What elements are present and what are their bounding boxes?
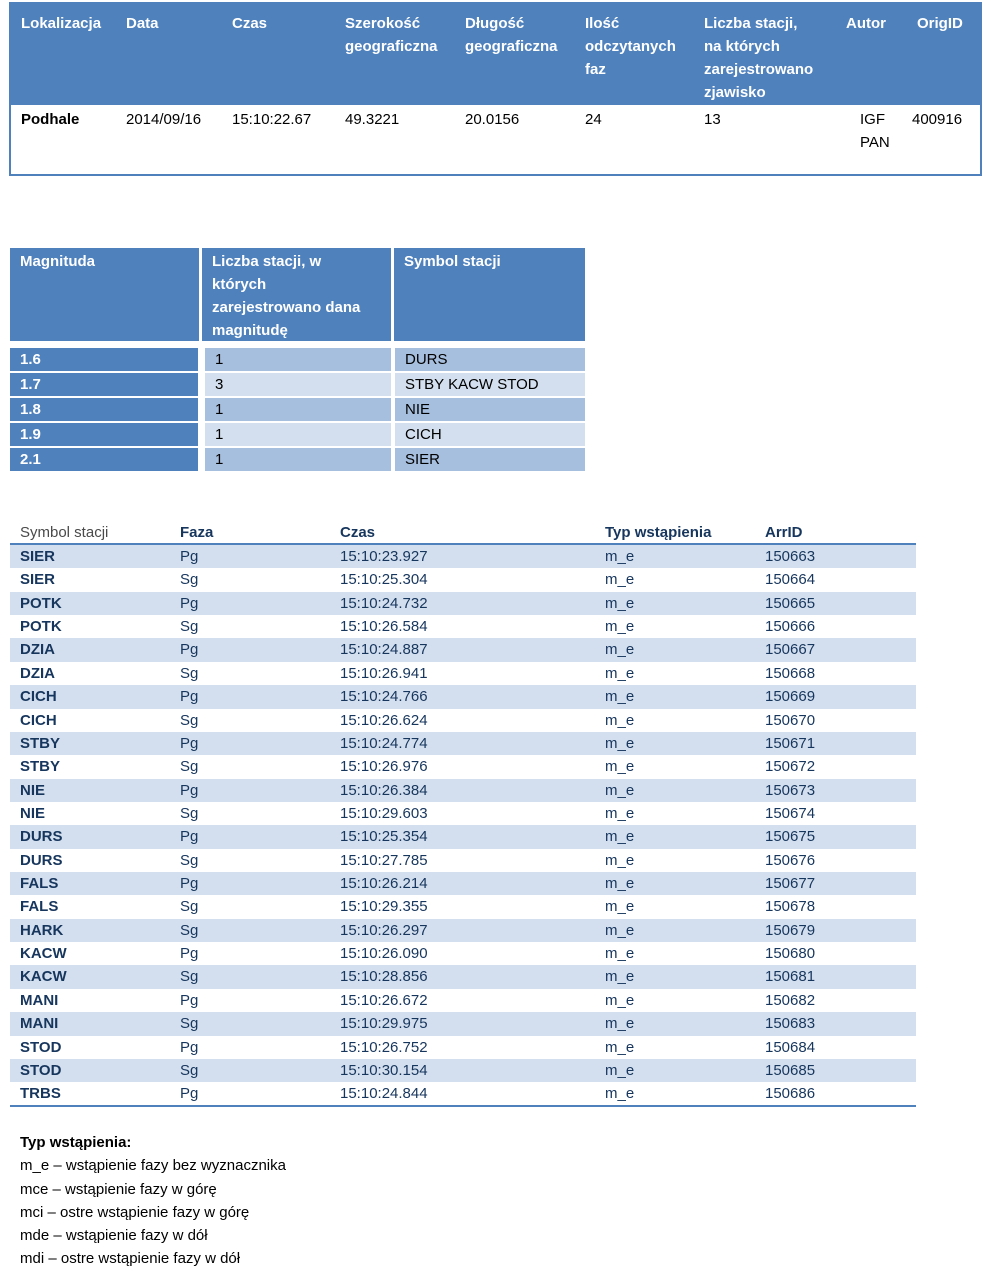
- arrival-row: [10, 872, 916, 895]
- arrival-arrid: 150679: [765, 921, 816, 939]
- arrival-time: 15:10:25.304: [340, 571, 428, 589]
- arrival-arrid: 150673: [765, 781, 816, 799]
- arrival-onset: m_e: [605, 571, 635, 589]
- arrival-arrid: 150676: [765, 851, 816, 869]
- arrival-row: [10, 638, 916, 661]
- arrival-onset: m_e: [605, 711, 635, 729]
- arrival-row: [10, 849, 916, 872]
- arrival-onset: m_e: [605, 1015, 635, 1033]
- magnitude-stations: NIE: [395, 398, 585, 421]
- header-date: Data: [126, 15, 159, 32]
- magnitude-value: 2.1: [10, 448, 198, 471]
- arrival-onset: m_e: [605, 991, 635, 1009]
- magnitude-count: 1: [205, 348, 391, 371]
- arrival-onset: m_e: [605, 641, 635, 659]
- arrival-time: 15:10:26.090: [340, 945, 428, 963]
- arrival-time: 15:10:26.941: [340, 664, 428, 682]
- arrival-time: 15:10:24.774: [340, 734, 428, 752]
- arrival-onset: m_e: [605, 828, 635, 846]
- arrival-row: [10, 779, 916, 802]
- arrival-row: [10, 1059, 916, 1082]
- event-origid: 400916: [912, 111, 963, 128]
- legend-item: mdi – ostre wstąpienie fazy w dół: [20, 1250, 241, 1268]
- arrival-row: [10, 709, 916, 732]
- arrival-station: MANI: [20, 1015, 59, 1033]
- arrival-arrid: 150670: [765, 711, 816, 729]
- arrival-row: [10, 755, 916, 778]
- arrival-station: STOD: [20, 1061, 62, 1079]
- arrival-row: [10, 825, 916, 848]
- arrival-row: [10, 615, 916, 638]
- magnitude-stations: SIER: [395, 448, 585, 471]
- arrival-time: 15:10:26.752: [340, 1038, 428, 1056]
- arrival-phase: Sg: [180, 1061, 199, 1079]
- arrival-row: [10, 732, 916, 755]
- arrival-onset: m_e: [605, 968, 635, 986]
- arrival-row: [10, 965, 916, 988]
- arrival-time: 15:10:26.976: [340, 758, 428, 776]
- event-table: [9, 2, 982, 176]
- arrival-onset: m_e: [605, 548, 635, 565]
- arrival-time: 15:10:26.214: [340, 875, 428, 893]
- arrival-time: 15:10:25.354: [340, 828, 428, 846]
- arrival-phase: Pg: [180, 781, 199, 799]
- header-stations: Liczba stacji, na których zarejestrowano zjawisko: [704, 15, 814, 101]
- header-location: Lokalizacja: [21, 15, 102, 32]
- magnitude-value: 1.8: [10, 398, 198, 421]
- arrival-phase: Sg: [180, 711, 199, 729]
- arrival-time: 15:10:30.154: [340, 1061, 428, 1079]
- arrivals-bottom-divider: [10, 1105, 916, 1107]
- arrival-arrid: 150675: [765, 828, 816, 846]
- arrival-arrid: 150686: [765, 1085, 816, 1103]
- arrival-station: NIE: [20, 804, 46, 822]
- event-author: IGF PAN: [860, 111, 890, 151]
- arrival-station: HARK: [20, 921, 64, 939]
- arrival-onset: m_e: [605, 594, 635, 612]
- header-time: Czas: [232, 15, 268, 32]
- magnitude-count: 1: [205, 448, 391, 471]
- arrival-onset: m_e: [605, 804, 635, 822]
- arrival-station: CICH: [20, 711, 57, 729]
- arrival-arrid: 150684: [765, 1038, 816, 1056]
- arrival-time: 15:10:28.856: [340, 968, 428, 986]
- arrival-phase: Pg: [180, 991, 199, 1009]
- arrival-time: 15:10:24.887: [340, 641, 428, 659]
- arrival-arrid: 150667: [765, 641, 816, 659]
- arrival-station: CICH: [20, 688, 57, 706]
- header-latitude: Szerokość geograficzna: [345, 15, 438, 55]
- arrival-arrid: 150671: [765, 734, 816, 752]
- arrivals-header-station: Symbol stacji: [20, 524, 109, 541]
- arrival-arrid: 150664: [765, 571, 816, 589]
- arrival-arrid: 150681: [765, 968, 816, 986]
- magnitude-value: 1.7: [10, 373, 198, 396]
- event-longitude: 20.0156: [465, 111, 520, 128]
- event-time: 15:10:22.67: [232, 111, 312, 128]
- arrival-station: DZIA: [20, 641, 55, 659]
- arrival-row: [10, 1082, 916, 1105]
- arrival-onset: m_e: [605, 921, 635, 939]
- legend-title: Typ wstąpienia:: [20, 1134, 132, 1151]
- arrival-onset: m_e: [605, 1061, 635, 1079]
- arrival-phase: Pg: [180, 1085, 199, 1103]
- arrival-row: [10, 545, 916, 568]
- arrival-onset: m_e: [605, 664, 635, 682]
- arrival-time: 15:10:24.766: [340, 688, 428, 706]
- header-phases: Ilość odczytanych faz: [585, 15, 676, 78]
- arrival-time: 15:10:26.672: [340, 991, 428, 1009]
- arrival-station: DURS: [20, 828, 63, 846]
- header-origid: OrigID: [917, 15, 963, 32]
- event-stations: 13: [704, 111, 721, 128]
- legend-item: m_e – wstąpienie fazy bez wyznacznika: [20, 1157, 286, 1175]
- arrival-arrid: 150668: [765, 664, 816, 682]
- arrival-row: [10, 685, 916, 708]
- arrival-station: TRBS: [20, 1085, 61, 1103]
- arrival-row: [10, 1036, 916, 1059]
- magnitude-table: [10, 248, 586, 473]
- arrival-onset: m_e: [605, 618, 635, 636]
- arrival-row: [10, 989, 916, 1012]
- arrival-onset: m_e: [605, 945, 635, 963]
- arrival-row: [10, 895, 916, 918]
- arrival-phase: Sg: [180, 804, 199, 822]
- arrival-phase: Sg: [180, 618, 199, 636]
- arrival-phase: Sg: [180, 921, 199, 939]
- arrival-time: 15:10:29.603: [340, 804, 428, 822]
- arrival-station: FALS: [20, 898, 59, 916]
- event-latitude: 49.3221: [345, 111, 400, 128]
- onset-legend: [20, 1131, 286, 1271]
- arrival-row: [10, 592, 916, 615]
- arrival-phase: Pg: [180, 828, 199, 846]
- arrival-onset: m_e: [605, 758, 635, 776]
- magnitude-stations: DURS: [395, 348, 585, 371]
- arrival-phase: Pg: [180, 594, 199, 612]
- arrival-time: 15:10:27.785: [340, 851, 428, 869]
- arrival-station: STBY: [20, 734, 61, 752]
- magnitude-value: 1.9: [10, 423, 198, 446]
- magnitude-stations: STBY KACW STOD: [395, 373, 585, 396]
- arrival-arrid: 150672: [765, 758, 816, 776]
- arrival-station: POTK: [20, 618, 62, 636]
- arrival-time: 15:10:26.624: [340, 711, 428, 729]
- arrival-row: [10, 662, 916, 685]
- arrival-station: DURS: [20, 851, 63, 869]
- arrival-time: 15:10:29.355: [340, 898, 428, 916]
- arrival-onset: m_e: [605, 851, 635, 869]
- arrival-phase: Sg: [180, 758, 199, 776]
- arrival-onset: m_e: [605, 875, 635, 893]
- arrival-station: KACW: [20, 945, 67, 963]
- event-phases: 24: [585, 111, 602, 128]
- arrival-arrid: 150682: [765, 991, 816, 1009]
- arrival-station: SIER: [20, 548, 56, 565]
- arrival-onset: m_e: [605, 688, 635, 706]
- arrival-phase: Sg: [180, 851, 199, 869]
- arrival-arrid: 150685: [765, 1061, 816, 1079]
- arrival-arrid: 150678: [765, 898, 816, 916]
- arrival-station: SIER: [20, 571, 56, 589]
- arrival-row: [10, 802, 916, 825]
- arrivals-header-onset: Typ wstąpienia: [605, 524, 712, 541]
- header-longitude: Długość geograficzna: [465, 15, 558, 55]
- arrival-time: 15:10:26.297: [340, 921, 428, 939]
- arrival-phase: Sg: [180, 571, 199, 589]
- arrival-time: 15:10:24.844: [340, 1085, 428, 1103]
- magnitude-header-symbol: Symbol stacji: [394, 248, 585, 341]
- arrival-row: [10, 1012, 916, 1035]
- magnitude-value: 1.6: [10, 348, 198, 371]
- arrivals-header-time: Czas: [340, 524, 376, 541]
- arrival-arrid: 150683: [765, 1015, 816, 1033]
- arrival-phase: Sg: [180, 664, 199, 682]
- arrival-arrid: 150680: [765, 945, 816, 963]
- event-location: Podhale: [21, 111, 80, 128]
- magnitude-stations: CICH: [395, 423, 585, 446]
- arrival-phase: Pg: [180, 1038, 199, 1056]
- arrival-arrid: 150665: [765, 594, 816, 612]
- magnitude-header-count: Liczba stacji, w których zarejestrowano dana magnitudę: [202, 248, 391, 341]
- arrival-phase: Pg: [180, 641, 199, 659]
- arrival-station: KACW: [20, 968, 67, 986]
- arrival-phase: Pg: [180, 548, 199, 565]
- arrival-arrid: 150663: [765, 548, 816, 565]
- arrival-time: 15:10:23.927: [340, 548, 428, 565]
- legend-item: mce – wstąpienie fazy w górę: [20, 1180, 217, 1198]
- magnitude-count: 3: [205, 373, 391, 396]
- magnitude-header-magnitude: Magnituda: [10, 248, 199, 341]
- legend-item: mde – wstąpienie fazy w dół: [20, 1227, 208, 1245]
- arrival-station: POTK: [20, 594, 62, 612]
- arrival-station: MANI: [20, 991, 59, 1009]
- arrival-station: DZIA: [20, 664, 55, 682]
- event-table-header: [11, 4, 980, 105]
- arrivals-header-phase: Faza: [180, 524, 214, 541]
- arrival-row: [10, 919, 916, 942]
- magnitude-count: 1: [205, 423, 391, 446]
- arrival-onset: m_e: [605, 1038, 635, 1056]
- arrival-phase: Sg: [180, 1015, 199, 1033]
- arrival-onset: m_e: [605, 781, 635, 799]
- arrival-arrid: 150674: [765, 804, 816, 822]
- arrival-station: STBY: [20, 758, 61, 776]
- arrival-time: 15:10:24.732: [340, 594, 428, 612]
- arrivals-rows: [10, 545, 916, 1106]
- arrival-station: FALS: [20, 875, 59, 893]
- arrival-phase: Pg: [180, 734, 199, 752]
- arrival-row: [10, 568, 916, 591]
- arrival-phase: Pg: [180, 945, 199, 963]
- arrivals-header-arrid: ArrID: [765, 524, 803, 541]
- arrival-phase: Sg: [180, 968, 199, 986]
- arrival-row: [10, 942, 916, 965]
- arrival-time: 15:10:26.384: [340, 781, 428, 799]
- arrival-arrid: 150669: [765, 688, 816, 706]
- arrival-time: 15:10:29.975: [340, 1015, 428, 1033]
- arrival-station: STOD: [20, 1038, 62, 1056]
- arrival-time: 15:10:26.584: [340, 618, 428, 636]
- arrival-phase: Pg: [180, 875, 199, 893]
- arrival-phase: Pg: [180, 688, 199, 706]
- legend-item: mci – ostre wstąpienie fazy w górę: [20, 1203, 250, 1221]
- arrival-onset: m_e: [605, 898, 635, 916]
- arrival-arrid: 150666: [765, 618, 816, 636]
- arrival-phase: Sg: [180, 898, 199, 916]
- header-author: Autor: [846, 15, 886, 32]
- magnitude-count: 1: [205, 398, 391, 421]
- arrival-station: NIE: [20, 781, 46, 799]
- arrival-onset: m_e: [605, 734, 635, 752]
- event-date: 2014/09/16: [126, 111, 202, 128]
- arrival-onset: m_e: [605, 1085, 635, 1103]
- arrival-arrid: 150677: [765, 875, 816, 893]
